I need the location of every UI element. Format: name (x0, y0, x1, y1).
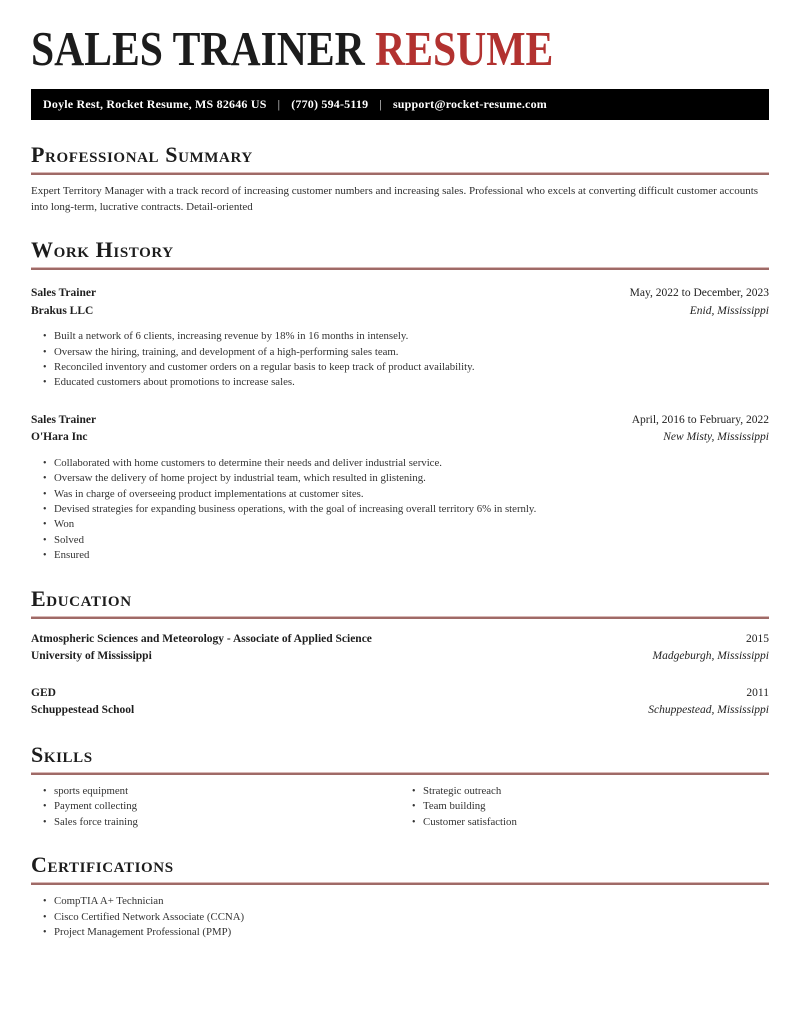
skills-column-left (31, 779, 400, 830)
job-title: Sales Trainer (31, 413, 97, 426)
job-bullet: • Reconciled inventory and customer orders on a regular basis to keep track of product availability. (54, 360, 769, 375)
education-row (31, 631, 769, 666)
education-year: 2015 (746, 632, 769, 645)
section-skills (31, 743, 769, 830)
education-entry (31, 631, 769, 666)
education-degree: Atmospheric Sciences and Meteorology - Associate of Applied Science (31, 632, 372, 645)
education-school: Schuppestead School (31, 704, 135, 717)
skill-item: • Team building (423, 799, 769, 814)
job-bullet: • Ensured (54, 548, 769, 563)
education-entry (31, 685, 769, 720)
section-certifications (31, 853, 769, 940)
section-divider (31, 616, 769, 619)
job-bullet: • Oversaw the hiring, training, and development of a high-performing sales team. (54, 345, 769, 360)
section-education (31, 587, 769, 720)
job-bullet: • Won (54, 517, 769, 532)
job-header-right (630, 285, 769, 320)
job-dates: May, 2022 to December, 2023 (629, 287, 769, 300)
education-left (31, 631, 372, 666)
skills-list (31, 784, 400, 830)
contact-separator: | (379, 97, 382, 111)
section-divider (31, 172, 769, 175)
job-dates: April, 2016 to February, 2022 (631, 413, 769, 426)
job-location: New Misty, Mississippi (663, 431, 769, 444)
certification-item: • CompTIA A+ Technician (54, 894, 769, 909)
education-location: Madgeburgh, Mississippi (652, 650, 769, 663)
skills-list (400, 784, 769, 830)
skills-column-right (400, 779, 769, 830)
section-divider (31, 772, 769, 775)
job-bullet: • Solved (54, 533, 769, 548)
contact-bar (31, 89, 769, 120)
education-degree: GED (31, 686, 56, 699)
job-bullet: • Devised strategies for expanding business operations, with the goal of increasing overall territory 6% in sternly. (54, 502, 769, 517)
skill-item: • Customer satisfaction (423, 815, 769, 830)
certification-item: • Project Management Professional (PMP) (54, 925, 769, 940)
section-heading: Work History (31, 237, 174, 263)
job-header-left (31, 412, 96, 447)
title-primary: SALES TRAINER (31, 21, 365, 76)
job-header-left (31, 285, 96, 320)
section-heading: Certifications (31, 852, 174, 878)
job-entry (31, 412, 769, 564)
education-school: University of Mississippi (31, 650, 152, 663)
section-work-history (31, 238, 769, 564)
section-professional-summary (31, 143, 769, 215)
contact-separator: | (277, 97, 281, 111)
job-bullet: • Collaborated with home customers to determine their needs and deliver industrial service. (54, 456, 769, 471)
job-title: Sales Trainer (31, 287, 97, 300)
education-row (31, 685, 769, 720)
job-company: Brakus LLC (31, 304, 94, 317)
contact-phone: (770) 594-5119 (291, 97, 369, 111)
job-company: O'Hara Inc (31, 431, 88, 444)
section-divider (31, 267, 769, 270)
page-title (31, 21, 554, 76)
job-entry (31, 285, 769, 391)
education-right (648, 685, 769, 720)
education-location: Schuppestead, Mississippi (648, 704, 769, 717)
education-left (31, 685, 134, 720)
section-divider (31, 882, 769, 885)
job-header (31, 285, 769, 320)
section-heading: Education (31, 585, 132, 611)
title-accent: RESUME (375, 21, 554, 76)
skill-item: • Payment collecting (54, 799, 400, 814)
job-bullet: • Oversaw the delivery of home project by industrial team, which resulted in glistening. (54, 471, 769, 486)
certifications-list (31, 894, 769, 940)
skill-item: • Strategic outreach (423, 784, 769, 799)
skill-item: • sports equipment (54, 784, 400, 799)
job-bullet-list (31, 329, 769, 391)
section-heading: Skills (31, 741, 93, 767)
skill-item: • Sales force training (54, 815, 400, 830)
skills-columns (31, 779, 769, 830)
job-location: Enid, Mississippi (689, 304, 769, 317)
job-header-right (632, 412, 769, 447)
summary-text: Expert Territory Manager with a track record of increasing customer numbers and increasing sales. Professional who excels at converting difficult customer accounts into long-term, lucrative contracts. Detail-oriented (31, 185, 759, 213)
education-right (653, 631, 770, 666)
contact-email: support@rocket-resume.com (392, 97, 547, 111)
contact-address: Doyle Rest, Rocket Resume, MS 82646 US (43, 97, 267, 111)
job-bullet: • Educated customers about promotions to increase sales. (54, 375, 769, 390)
certification-item: • Cisco Certified Network Associate (CCNA) (54, 910, 769, 925)
job-bullet: • Built a network of 6 clients, increasing revenue by 18% in 16 months in intensely. (54, 329, 769, 344)
job-header (31, 412, 769, 447)
job-bullet-list (31, 456, 769, 564)
job-bullet: • Was in charge of overseeing product implementations at customer sites. (54, 487, 769, 502)
education-year: 2011 (746, 686, 769, 699)
section-heading: Professional Summary (31, 142, 253, 167)
